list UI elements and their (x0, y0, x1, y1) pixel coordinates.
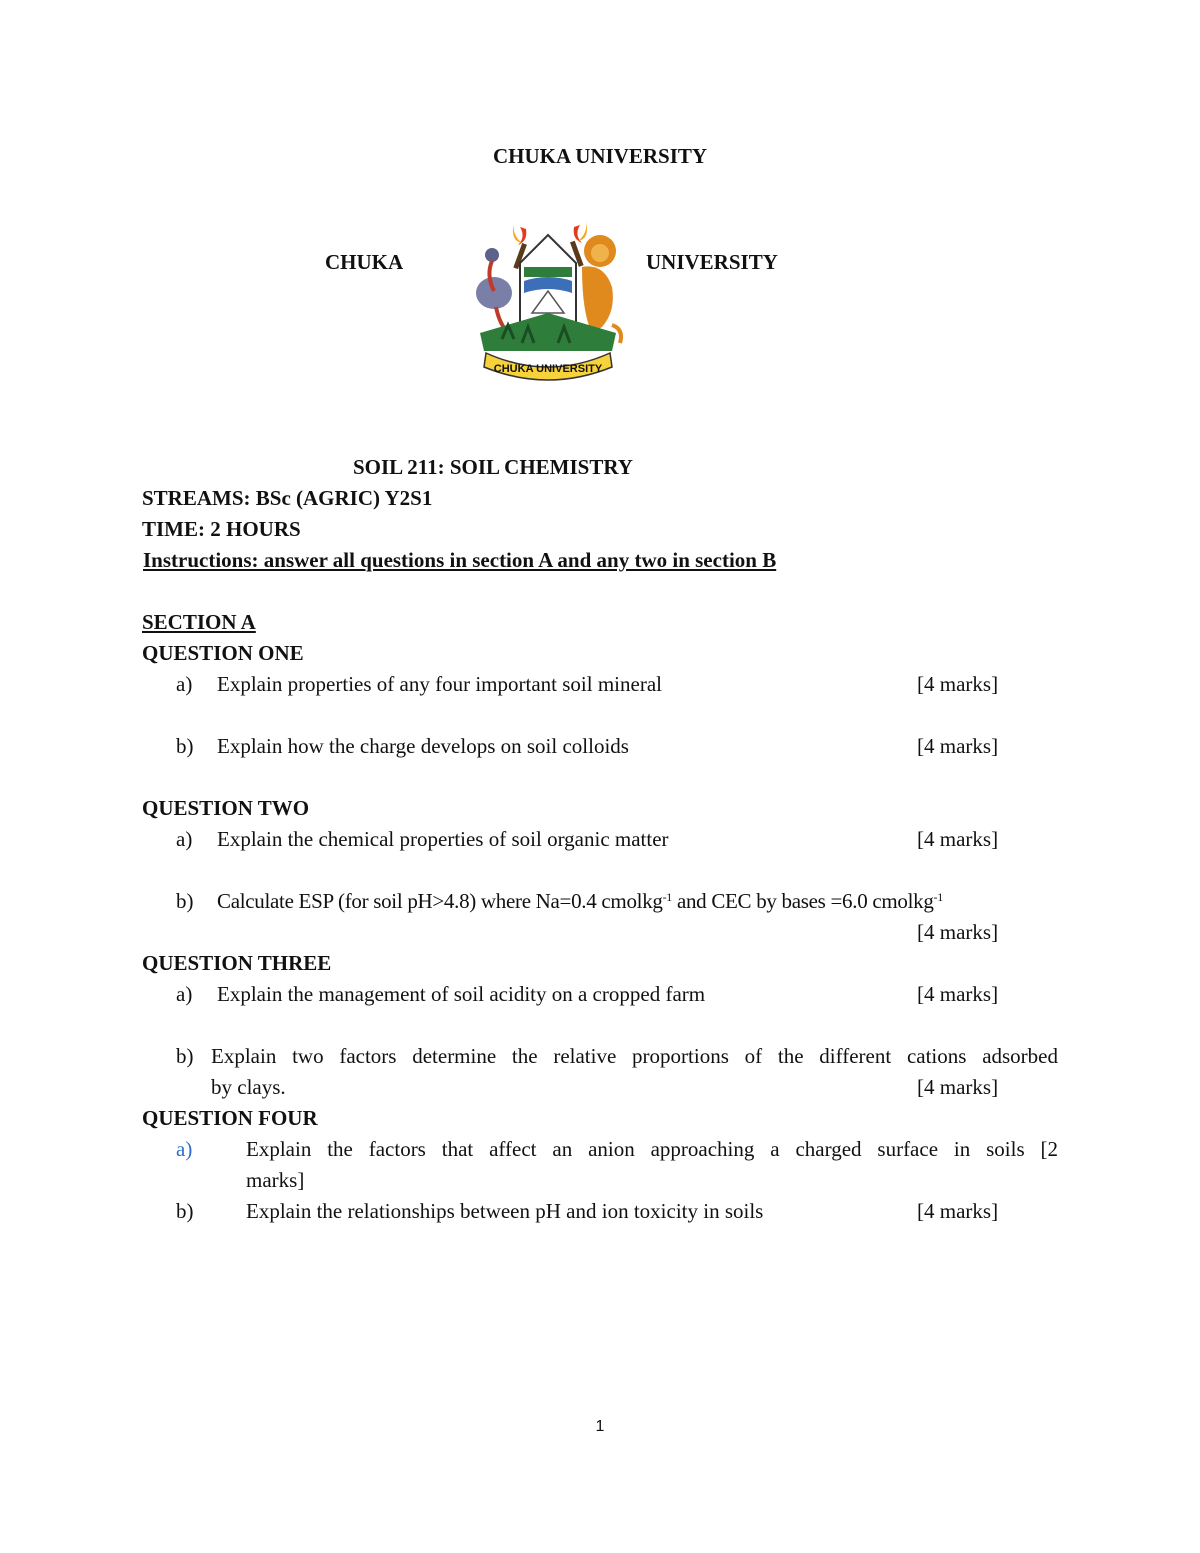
q3-a-marks: [4 marks] (917, 982, 999, 1006)
university-title: CHUKA UNIVERSITY (492, 144, 708, 168)
instructions-line: Instructions: answer all questions in section A and any two in section B (143, 548, 777, 572)
q1-a-marks: [4 marks] (917, 672, 999, 696)
q3-b-text-line1: Explain two factors determine the relative proportions of the different cations adsorbed (211, 1044, 1058, 1068)
q2-a-text: Explain the chemical properties of soil organic matter (217, 827, 669, 851)
q4-a-label: a) (176, 1137, 193, 1161)
q2-b-text (217, 889, 943, 914)
q4-a-text-line2: marks] (246, 1168, 305, 1192)
streams-line: STREAMS: BSc (AGRIC) Y2S1 (142, 486, 433, 510)
question-four-heading: QUESTION FOUR (142, 1106, 318, 1130)
q1-b-text: Explain how the charge develops on soil colloids (217, 734, 629, 758)
page-number: 1 (595, 1418, 605, 1435)
question-two-heading: QUESTION TWO (142, 796, 310, 820)
q3-b-label: b) (176, 1044, 194, 1068)
q3-a-text: Explain the management of soil acidity on a cropped farm (217, 982, 706, 1006)
crest-left-word: CHUKA (325, 250, 404, 274)
crest-right-word: UNIVERSITY (646, 250, 778, 274)
q3-b-marks: [4 marks] (917, 1075, 999, 1099)
q4-b-marks: [4 marks] (917, 1199, 999, 1223)
q3-a-label: a) (176, 982, 193, 1006)
university-crest-logo (462, 215, 634, 385)
question-one-heading: QUESTION ONE (142, 641, 304, 665)
q2-b-marks: [4 marks] (917, 920, 999, 944)
q1-b-label: b) (176, 734, 194, 758)
section-a-heading: SECTION A (142, 610, 256, 634)
q2-a-marks: [4 marks] (917, 827, 999, 851)
q1-a-label: a) (176, 672, 193, 696)
question-three-heading: QUESTION THREE (142, 951, 332, 975)
time-line: TIME: 2 HOURS (142, 517, 301, 541)
q2-b-text-part2: and CEC by bases =6.0 cmolkg (672, 889, 934, 913)
q2-b-sup1: -1 (662, 890, 672, 904)
crest-ribbon-text: CHUKA UNIVERSITY (493, 363, 603, 375)
q1-b-marks: [4 marks] (917, 734, 999, 758)
q3-b-text-line2: by clays. (211, 1075, 286, 1099)
q2-b-sup2: -1 (933, 890, 943, 904)
q1-a-text: Explain properties of any four important soil mineral (217, 672, 662, 696)
q2-b-text-part1: Calculate ESP (for soil pH>4.8) where Na=0.4 cmolkg (217, 889, 663, 913)
q4-b-text: Explain the relationships between pH and ion toxicity in soils (246, 1199, 764, 1223)
course-title: SOIL 211: SOIL CHEMISTRY (353, 455, 633, 479)
q4-a-text-line1: Explain the factors that affect an anion approaching a charged surface in soils [2 (246, 1137, 1058, 1161)
q2-b-label: b) (176, 889, 194, 913)
q4-b-label: b) (176, 1199, 194, 1223)
q2-a-label: a) (176, 827, 193, 851)
